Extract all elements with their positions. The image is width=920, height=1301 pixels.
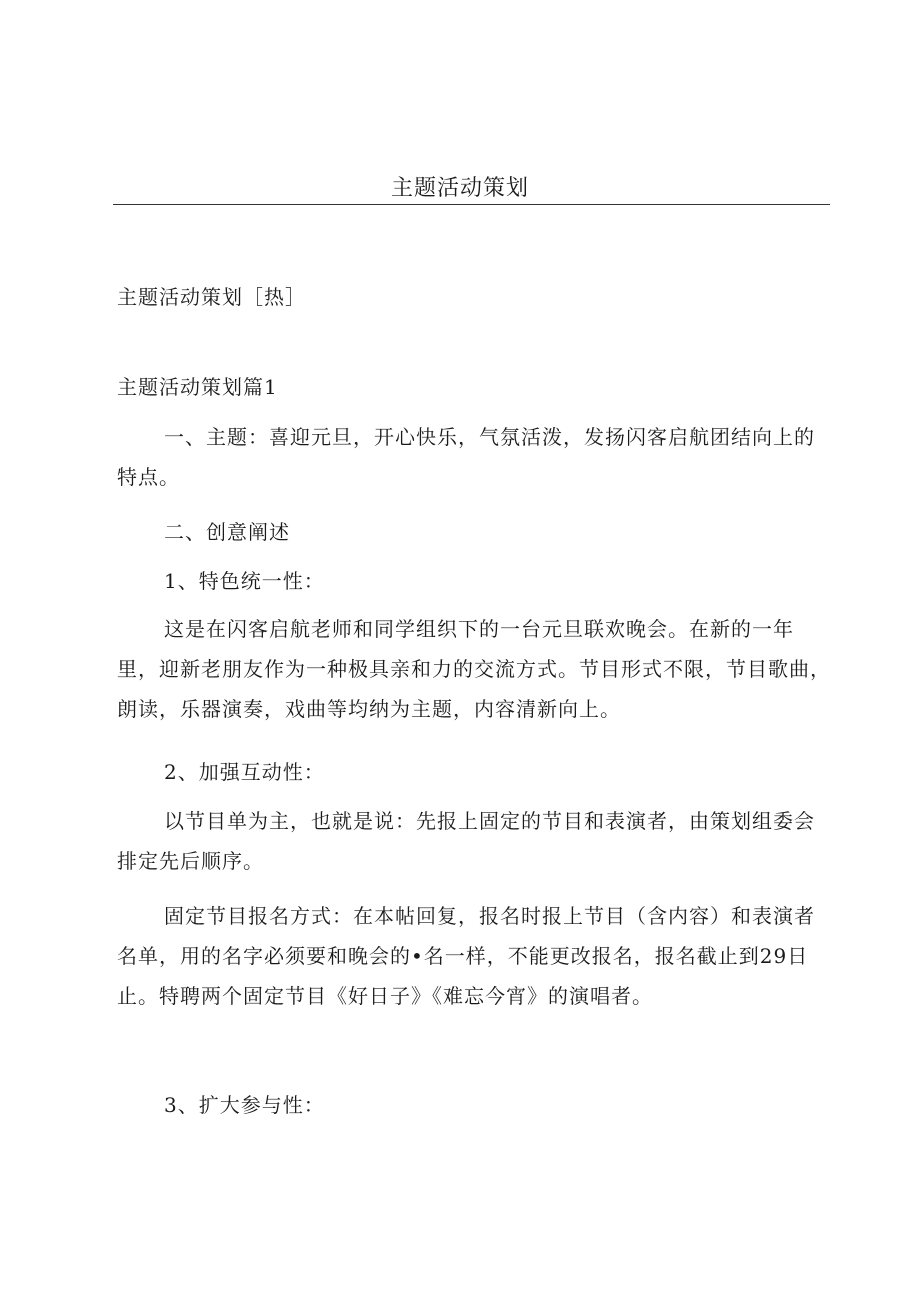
heading-creative: 二、创意阐述	[164, 520, 290, 544]
header-title: 主题活动策划	[390, 176, 529, 201]
heading-point-1: 1、特色统一性：	[164, 569, 325, 593]
heading-point-3: 3、扩大参与性：	[164, 1093, 325, 1117]
heading-point-2: 2、加强互动性：	[164, 760, 325, 784]
document-subtitle: 主题活动策划［热］	[117, 285, 306, 309]
paragraph-point-2: 以节目单为主，也就是说：先报上固定的节目和表演者，由策划组委会排定先后顺序。	[117, 809, 815, 873]
paragraph-point-1: 这是在闪客启航老师和同学组织下的一台元旦联欢晚会。在新的一年里，迎新老朋友作为一种极具亲和力的交流方式。节目形式不限，节目歌曲，朗读，乐器演奏，戏曲等均纳为主题，内容清新向上。	[117, 617, 831, 721]
paragraph-theme: 一、主题：喜迎元旦，开心快乐，气氛活泼，发扬闪客启航团结向上的特点。	[117, 425, 815, 489]
section-title: 主题活动策划篇1	[117, 375, 278, 399]
header-divider	[113, 204, 830, 205]
paragraph-signup: 固定节目报名方式：在本帖回复，报名时报上节目（含内容）和表演者名单，用的名字必须要和晚会的•名一样，不能更改报名，报名截止到29日止。特聘两个固定节目《好日子》《难忘今宵》的演唱者。	[117, 904, 815, 1008]
